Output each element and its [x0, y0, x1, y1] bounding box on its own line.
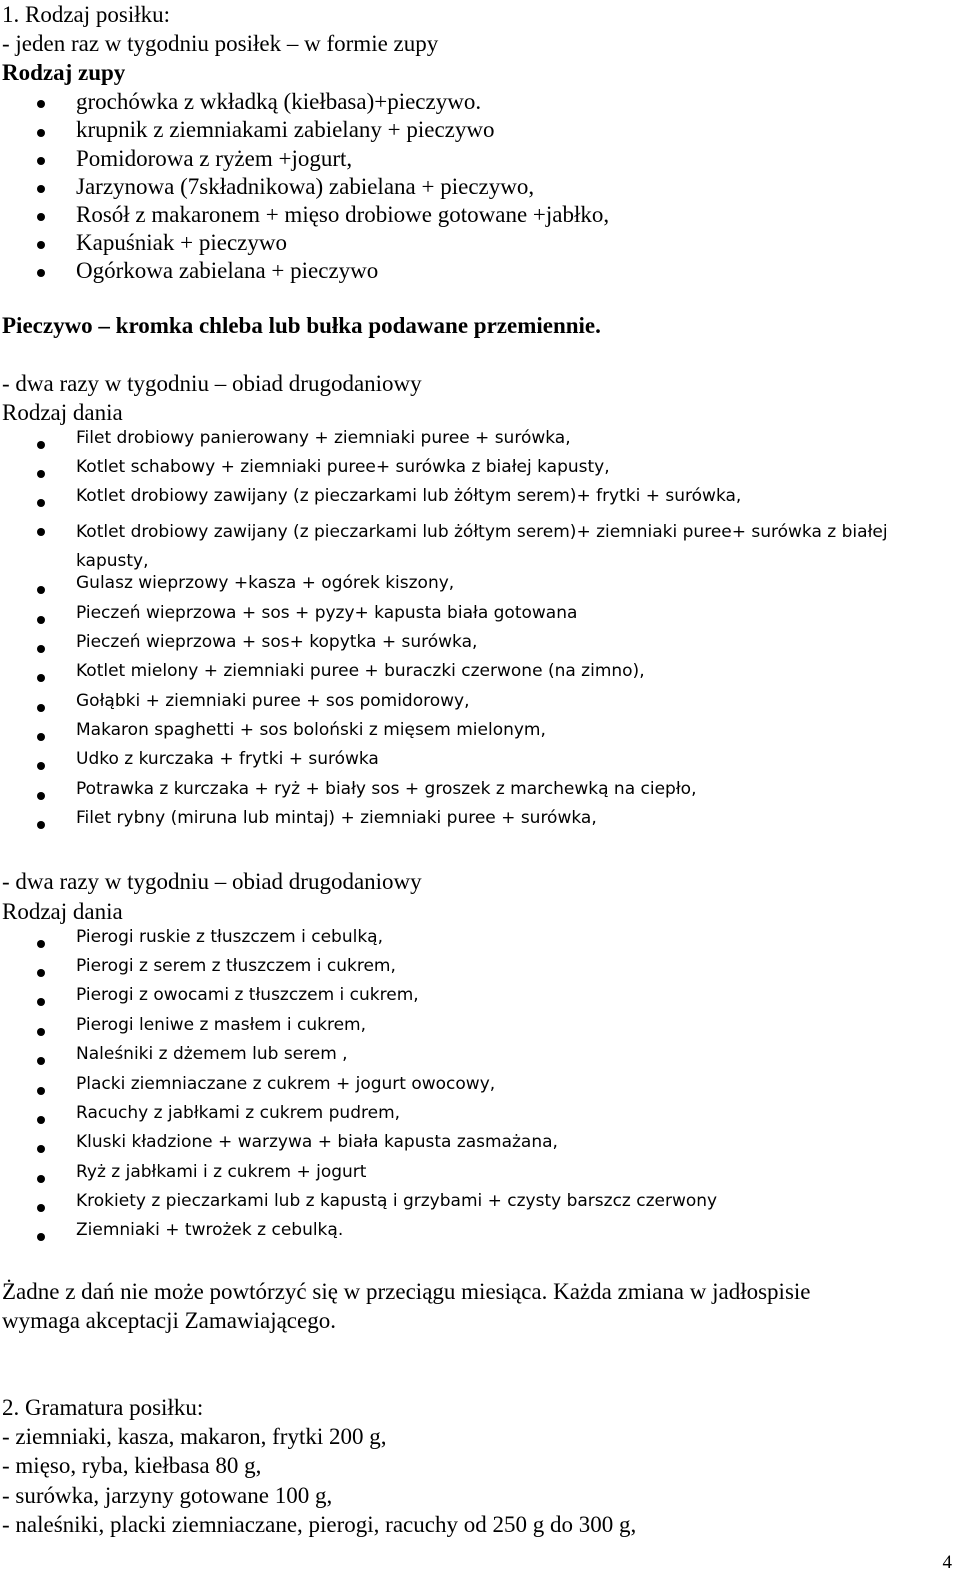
- bullet-icon: [37, 241, 45, 249]
- soup-intro: - jeden raz w tygodniu posiłek – w formie zupy: [2, 31, 439, 56]
- rule-line-2: wymaga akceptacji Zamawiającego.: [2, 1308, 336, 1333]
- list-item: Kotlet drobiowy zawijany (z pieczarkami lub żółtym serem)+ frytki + surówka,: [0, 488, 906, 518]
- bullet-icon: [37, 674, 45, 682]
- list-item: Makaron spaghetti + sos boloński z mięsem mielonym,: [0, 722, 906, 751]
- list-item: Pieczeń wieprzowa + sos + pyzy+ kapusta biała gotowana: [0, 605, 906, 634]
- list-item: Kotlet schabowy + ziemniaki puree+ surówka z białej kapusty,: [0, 459, 906, 488]
- soup-list: [0, 90, 609, 287]
- section1-heading: 1. Rodzaj posiłku:: [2, 2, 171, 27]
- bullet-icon: [37, 645, 45, 653]
- bullet-icon: [37, 499, 45, 507]
- bullet-icon: [37, 762, 45, 770]
- bullet-icon: [37, 1116, 45, 1124]
- bullet-icon: [37, 1175, 45, 1183]
- bullet-icon: [37, 616, 45, 624]
- bullet-icon: [37, 157, 45, 165]
- bullet-icon: [37, 733, 45, 741]
- bullet-icon: [37, 940, 45, 948]
- bullet-icon: [37, 528, 45, 536]
- list-item: Pierogi z serem z tłuszczem i cukrem,: [0, 958, 717, 987]
- dinner2-list: [0, 929, 717, 1251]
- rule-line-1: Żadne z dań nie może powtórzyć się w przeciągu miesiąca. Każda zmiana w jadłospisie: [2, 1279, 811, 1304]
- bullet-icon: [37, 1057, 45, 1065]
- list-item: Udko z kurczaka + frytki + surówka: [0, 751, 906, 781]
- bullet-icon: [37, 1233, 45, 1241]
- soup-title: Rodzaj zupy: [2, 60, 126, 85]
- bullet-icon: [37, 213, 45, 221]
- list-item: Pierogi z owocami z tłuszczem i cukrem,: [0, 987, 717, 1017]
- list-item: Filet drobiowy panierowany + ziemniaki puree + surówka,: [0, 430, 906, 459]
- dinner2-intro: - dwa razy w tygodniu – obiad drugodaniowy: [2, 869, 422, 894]
- list-item: Kluski kładzione + warzywa + biała kapusta zasmażana,: [0, 1134, 717, 1164]
- bullet-icon: [37, 1087, 45, 1095]
- list-item: Gołąbki + ziemniaki puree + sos pomidorowy,: [0, 693, 906, 722]
- list-item: Kotlet drobiowy zawijany (z pieczarkami lub żółtym serem)+ ziemniaki puree+ surówka z białej kapusty,: [0, 518, 906, 575]
- list-item: Racuchy z jabłkami z cukrem pudrem,: [0, 1105, 717, 1134]
- dinner1-list: [0, 430, 906, 839]
- list-item: Potrawka z kurczaka + ryż + biały sos + groszek z marchewką na ciepło,: [0, 781, 906, 810]
- bullet-icon: [37, 586, 45, 594]
- bullet-icon: [37, 269, 45, 277]
- list-item: Pieczeń wieprzowa + sos+ kopytka + surówka,: [0, 634, 906, 663]
- dinner1-title: Rodzaj dania: [2, 400, 123, 425]
- portion-item: - surówka, jarzyny gotowane 100 g,: [2, 1483, 333, 1508]
- list-item: grochówka z wkładką (kiełbasa)+pieczywo.: [0, 90, 609, 118]
- list-item: Kapuśniak + pieczywo: [0, 231, 609, 259]
- bullet-icon: [37, 100, 45, 108]
- list-item: Jarzynowa (7składnikowa) zabielana + pieczywo,: [0, 175, 609, 203]
- list-item: Pierogi ruskie z tłuszczem i cebulką,: [0, 929, 717, 958]
- list-item: Kotlet mielony + ziemniaki puree + buraczki czerwone (na zimno),: [0, 663, 906, 693]
- list-item: Naleśniki z dżemem lub serem ,: [0, 1046, 717, 1076]
- bullet-icon: [37, 185, 45, 193]
- list-item: Ogórkowa zabielana + pieczywo: [0, 259, 609, 287]
- bullet-icon: [37, 129, 45, 137]
- bullet-icon: [37, 1204, 45, 1212]
- portion-item: - mięso, ryba, kiełbasa 80 g,: [2, 1453, 262, 1478]
- bullet-icon: [37, 998, 45, 1006]
- list-item: Ziemniaki + twrożek z cebulką.: [0, 1222, 717, 1251]
- bullet-icon: [37, 792, 45, 800]
- bread-note: Pieczywo – kromka chleba lub bułka podawane przemiennie.: [2, 313, 601, 338]
- bullet-icon: [37, 1145, 45, 1153]
- list-item: Pierogi leniwe z masłem i cukrem,: [0, 1017, 717, 1046]
- bullet-icon: [37, 441, 45, 449]
- dinner2-title: Rodzaj dania: [2, 899, 123, 924]
- bullet-icon: [37, 821, 45, 829]
- list-item: Ryż z jabłkami i z cukrem + jogurt: [0, 1164, 717, 1193]
- list-item: Rosół z makaronem + mięso drobiowe gotowane +jabłko,: [0, 203, 609, 231]
- list-item: krupnik z ziemniakami zabielany + pieczywo: [0, 118, 609, 147]
- portion-item: - ziemniaki, kasza, makaron, frytki 200 g,: [2, 1424, 387, 1449]
- portion-item: - naleśniki, placki ziemniaczane, pierogi, racuchy od 250 g do 300 g,: [2, 1512, 637, 1537]
- bullet-icon: [37, 470, 45, 478]
- list-item: Placki ziemniaczane z cukrem + jogurt owocowy,: [0, 1076, 717, 1105]
- list-item: Pomidorowa z ryżem +jogurt,: [0, 147, 609, 175]
- list-item: Gulasz wieprzowy +kasza + ogórek kiszony,: [0, 575, 906, 605]
- bullet-icon: [37, 704, 45, 712]
- bullet-icon: [37, 969, 45, 977]
- section2-heading: 2. Gramatura posiłku:: [2, 1395, 204, 1420]
- list-item: Filet rybny (miruna lub mintaj) + ziemniaki puree + surówka,: [0, 810, 906, 839]
- list-item: Krokiety z pieczarkami lub z kapustą i grzybami + czysty barszcz czerwony: [0, 1193, 717, 1222]
- bullet-icon: [37, 1028, 45, 1036]
- dinner1-intro: - dwa razy w tygodniu – obiad drugodaniowy: [2, 371, 422, 396]
- page-number: 4: [942, 1552, 952, 1573]
